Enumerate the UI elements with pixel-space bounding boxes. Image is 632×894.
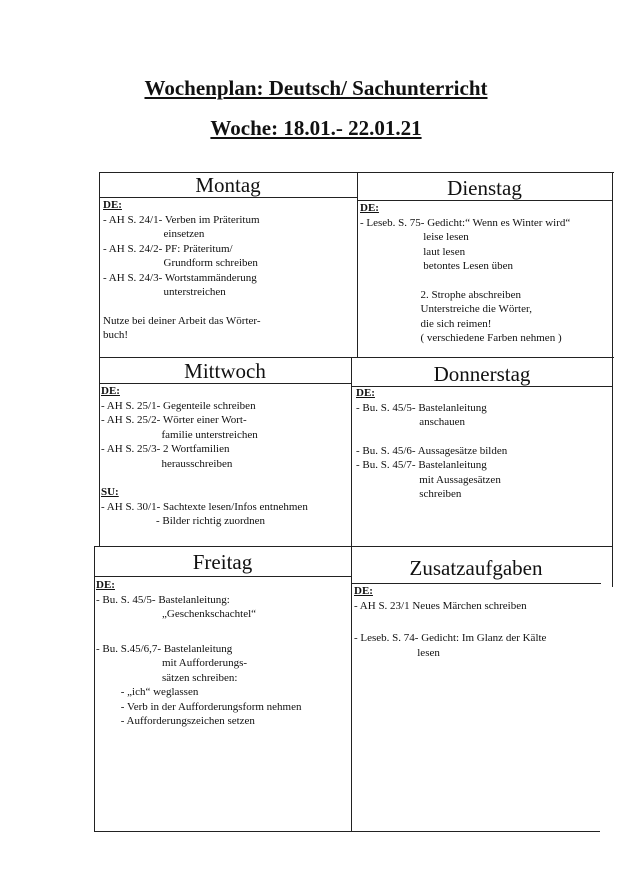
task-line: - Aufforderungszeichen setzen (96, 715, 255, 727)
section-label: DE: (354, 585, 373, 597)
task-line: - „ich“ weglassen (96, 686, 199, 698)
task-line: betontes Lesen üben (360, 260, 514, 272)
section-label: SU: (101, 486, 119, 498)
cell-donnerstag (356, 386, 611, 502)
task-line: - AH S. 24/2- PF: Präteritum/ (103, 242, 233, 255)
day-header-zusatz: Zusatzaufgaben (409, 556, 543, 580)
week-table (93, 172, 614, 832)
day-header-mittwoch: Mittwoch (184, 359, 266, 383)
task-line: - Bu. S. 45/7- Bastelanleitung (356, 459, 487, 471)
table-border-left-lower (94, 547, 95, 832)
task-line: einsetzen (103, 228, 205, 240)
cell-mittwoch (101, 384, 351, 529)
task-line: - AH S. 23/1 Neues Märchen schreiben (354, 599, 527, 612)
task-line (103, 300, 353, 314)
table-divider-vertical-2 (351, 357, 352, 831)
task-line: Unterstreiche die Wörter, (360, 303, 532, 315)
row-divider-2 (94, 546, 613, 547)
day-header-dienstag: Dienstag (447, 176, 522, 200)
cell-dienstag (360, 201, 612, 346)
table-border-bottom (94, 831, 600, 832)
row-divider-1 (99, 357, 614, 358)
cell-montag (103, 198, 353, 343)
task-line: schreiben (356, 488, 462, 500)
section-label: DE: (96, 579, 115, 591)
task-line: herausschreiben (101, 457, 233, 470)
task-line: anschauen (356, 416, 466, 428)
task-line: - AH S. 24/3- Wortstammänderung (103, 271, 257, 284)
task-line (354, 613, 604, 631)
section-label: DE: (360, 202, 379, 214)
task-line: „Geschenkschachtel“ (96, 608, 257, 620)
task-line (356, 430, 611, 444)
cell-freitag (96, 578, 351, 729)
cell-zusatz (354, 584, 604, 660)
task-line: ( verschiedene Farben nehmen ) (360, 332, 562, 344)
task-line: 2. Strophe abschreiben (360, 288, 521, 301)
task-line: - Bu. S.45/6,7- Bastelanleitung (96, 642, 233, 655)
task-line: lesen (354, 646, 440, 659)
day-header-montag: Montag (195, 173, 261, 197)
task-line: - AH S. 25/3- 2 Wortfamilien (101, 443, 230, 455)
task-line: mit Aufforderungs- (96, 657, 248, 669)
page-title: Wochenplan: Deutsch/ Sachunterricht (144, 76, 488, 100)
day-header-donnerstag: Donnerstag (433, 362, 531, 386)
task-line: - AH S. 25/2- Wörter einer Wort- (101, 414, 247, 426)
task-line: unterstreichen (103, 286, 226, 298)
week-title: Woche: 18.01.- 22.01.21 (210, 116, 422, 140)
task-line: - AH S. 24/1- Verben im Präteritum (103, 213, 260, 226)
task-line: Nutze bei deiner Arbeit das Wörter- (103, 314, 261, 327)
task-line: - Bilder richtig zuordnen (101, 515, 266, 527)
task-line: - Bu. S. 45/6- Aussagesätze bilden (356, 444, 508, 457)
task-line: sätzen schreiben: (96, 671, 238, 684)
task-line: - Bu. S. 45/5- Bastelanleitung (356, 401, 487, 414)
section-label: DE: (103, 199, 122, 211)
task-line (96, 622, 351, 642)
section-label: DE: (101, 385, 120, 397)
task-line: - AH S. 25/1- Gegenteile schreiben (101, 399, 256, 412)
task-line: - Leseb. S. 74- Gedicht: Im Glanz der Kälte (354, 632, 547, 644)
task-line: - Verb in der Aufforderungsform nehmen (96, 700, 302, 713)
task-line: - Leseb. S. 75- Gedicht:“ Wenn es Winter wird“ (360, 216, 571, 229)
section-label: DE: (356, 387, 375, 399)
task-line: familie unterstreichen (101, 428, 258, 441)
task-line: Grundform schreiben (103, 257, 258, 269)
day-header-freitag: Freitag (192, 550, 253, 574)
task-line: mit Aussagesätzen (356, 473, 501, 486)
task-line: laut lesen (360, 245, 466, 258)
task-line: leise lesen (360, 231, 469, 243)
task-line: - AH S. 30/1- Sachtexte lesen/Infos entnehmen (101, 500, 308, 513)
task-line: die sich reimen! (360, 317, 492, 330)
task-line (360, 274, 612, 288)
task-line: - Bu. S. 45/5- Bastelanleitung: (96, 593, 230, 606)
task-line: buch! (103, 329, 129, 341)
header-line-freitag (94, 576, 351, 577)
